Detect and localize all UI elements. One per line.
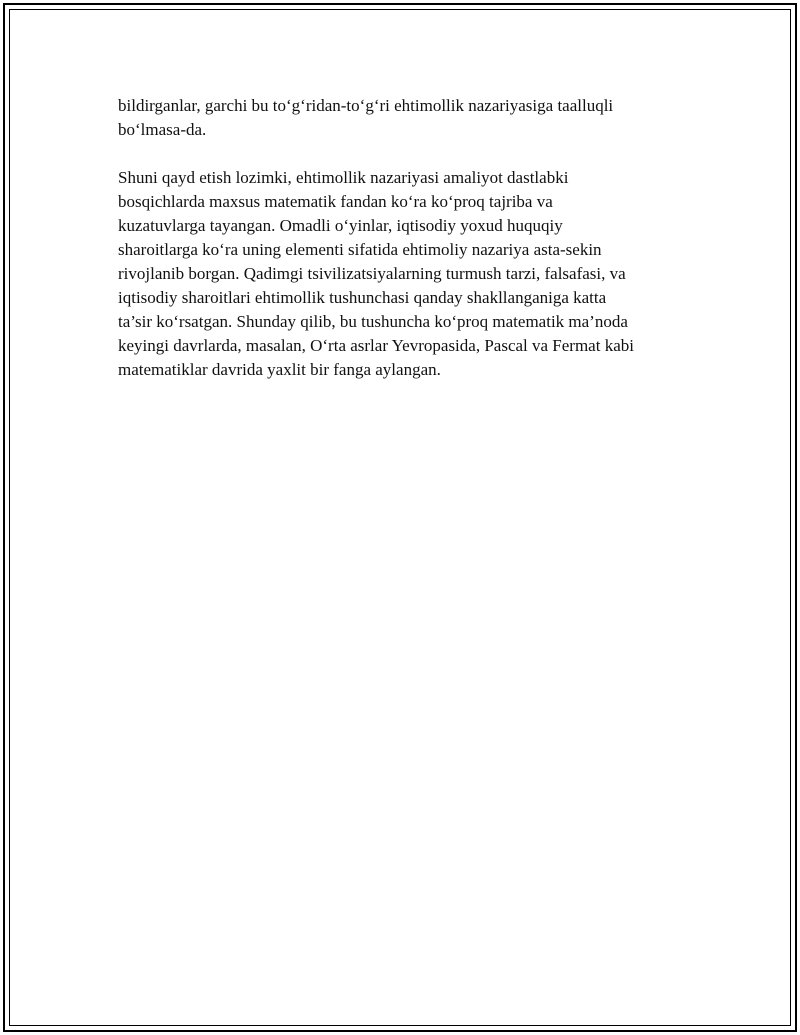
- document-body: [118, 94, 698, 406]
- paragraph-1: [118, 94, 698, 142]
- text-line: Shuni qayd etish lozimki, ehtimollik nazariyasi amaliyot dastlabki: [118, 168, 569, 187]
- text-line: ta’sir ko‘rsatgan. Shunday qilib, bu tushuncha ko‘proq matematik ma’noda: [118, 312, 628, 331]
- text-line: sharoitlarga ko‘ra uning elementi sifatida ehtimoliy nazariya asta-sekin: [118, 240, 602, 259]
- text-line: kuzatuvlarga tayangan. Omadli o‘yinlar, iqtisodiy yoxud huquqiy: [118, 216, 563, 235]
- text-line: bosqichlarda maxsus matematik fandan ko‘ra ko‘proq tajriba va: [118, 192, 553, 211]
- text-line: bildirganlar, garchi bu to‘g‘ridan-to‘g‘ri ehtimollik nazariyasiga taalluqli: [118, 96, 614, 115]
- text-line: rivojlanib borgan. Qadimgi tsivilizatsiyalarning turmush tarzi, falsafasi, va: [118, 264, 626, 283]
- text-line: iqtisodiy sharoitlari ehtimollik tushunchasi qanday shakllanganiga katta: [118, 288, 607, 307]
- paragraph-2: [118, 166, 698, 382]
- text-line: bo‘lmasa-da.: [118, 120, 207, 139]
- text-line: matematiklar davrida yaxlit bir fanga aylangan.: [118, 360, 441, 379]
- text-line: keyingi davrlarda, masalan, O‘rta asrlar Yevropasida, Pascal va Fermat kabi: [118, 336, 634, 355]
